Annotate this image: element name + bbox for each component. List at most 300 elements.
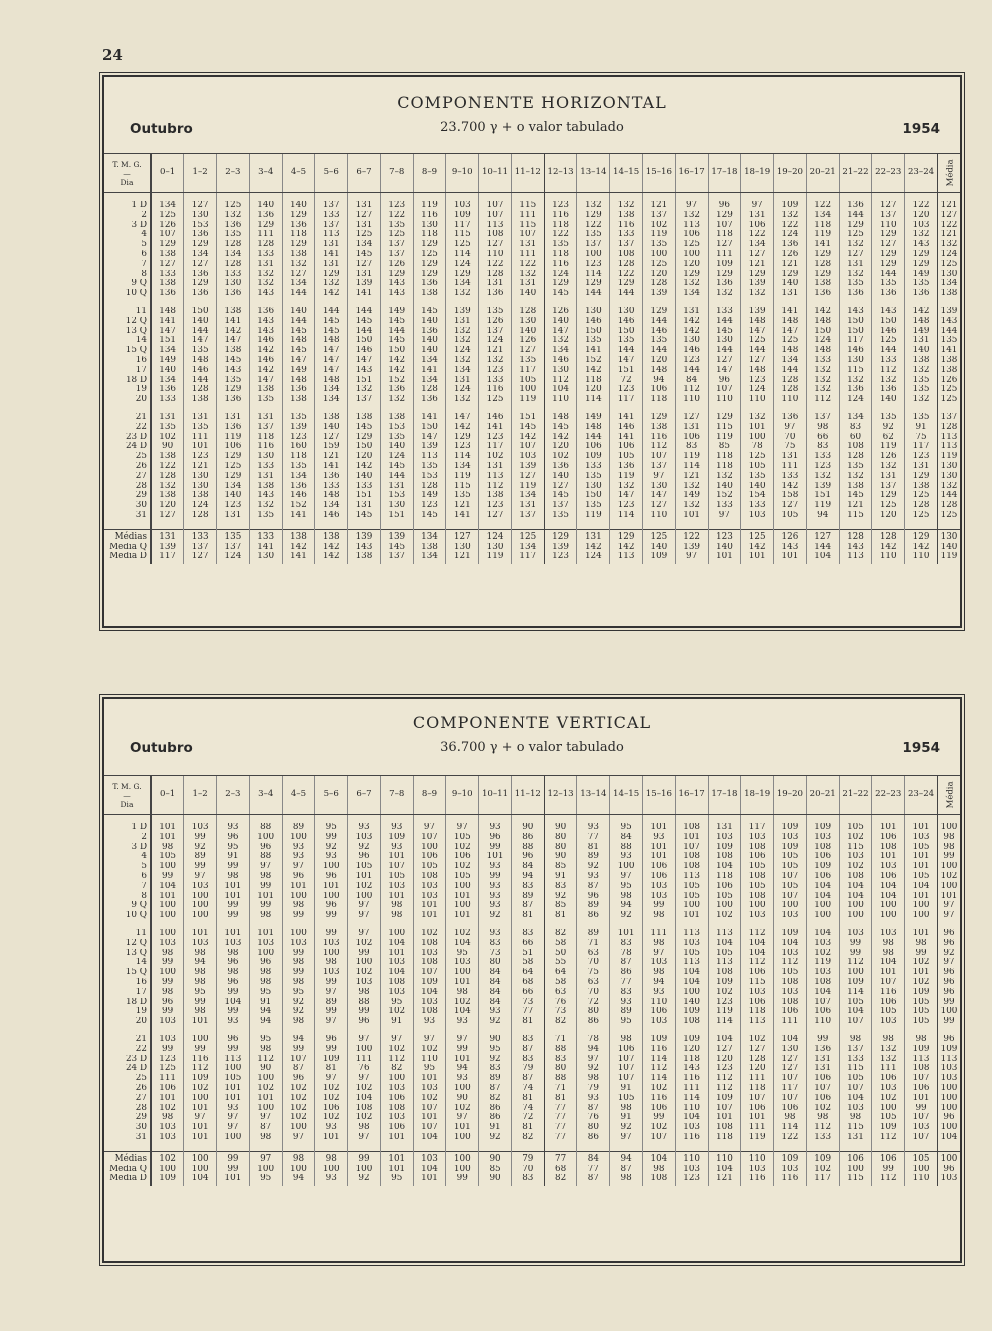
cell-value: 146 bbox=[479, 413, 512, 423]
cell-value: 131 bbox=[217, 511, 250, 521]
cell-value: 131 bbox=[315, 240, 348, 250]
cell-value: 147 bbox=[610, 491, 643, 501]
cell-value: 102 bbox=[872, 1094, 905, 1104]
cell-value: 136 bbox=[380, 385, 413, 395]
table-row bbox=[104, 1113, 960, 1123]
cell-value: 87 bbox=[511, 901, 544, 911]
cell-value: 93 bbox=[446, 1017, 479, 1027]
cell-value: 72 bbox=[577, 998, 610, 1008]
row-gap bbox=[104, 921, 960, 929]
cell-value: 104 bbox=[839, 1007, 872, 1017]
cell-value: 133 bbox=[315, 482, 348, 492]
cell-value: 146 bbox=[544, 356, 577, 366]
hour-column-header: 5–6 bbox=[315, 154, 348, 193]
cell-value: 147 bbox=[249, 376, 282, 386]
cell-value: 115 bbox=[446, 230, 479, 240]
cell-value: 109 bbox=[806, 823, 839, 833]
table-row bbox=[104, 892, 960, 902]
row-gap bbox=[104, 521, 960, 530]
cell-value: 119 bbox=[577, 511, 610, 521]
cell-value: 108 bbox=[413, 958, 446, 968]
cell-value: 127 bbox=[282, 270, 315, 280]
cell-value: 101 bbox=[184, 1133, 217, 1143]
cell-value: 118 bbox=[741, 1007, 774, 1017]
cell-value: 100 bbox=[839, 1165, 872, 1175]
cell-value: 101 bbox=[315, 882, 348, 892]
cell-value: 101 bbox=[741, 1113, 774, 1123]
cell-value: 134 bbox=[413, 552, 446, 564]
cell-value: 100 bbox=[315, 862, 348, 872]
cell-value: 103 bbox=[839, 852, 872, 862]
cell-value: 93 bbox=[479, 823, 512, 833]
cell-value: 138 bbox=[905, 482, 938, 492]
cell-value: 101 bbox=[741, 552, 774, 564]
cell-value: 84 bbox=[479, 978, 512, 988]
hour-column-header: 8–9 bbox=[413, 154, 446, 193]
cell-value: 101 bbox=[741, 423, 774, 433]
cell-value: 138 bbox=[348, 552, 381, 564]
cell-value: 149 bbox=[577, 413, 610, 423]
hour-column-header: 12–13 bbox=[544, 154, 577, 193]
cell-value: 106 bbox=[380, 1123, 413, 1133]
cell-value: 103 bbox=[380, 882, 413, 892]
cell-value: 104 bbox=[774, 1035, 807, 1045]
cell-value: 98 bbox=[774, 1113, 807, 1123]
cell-value: 99 bbox=[217, 862, 250, 872]
cell-value: 136 bbox=[610, 462, 643, 472]
cell-value: 97 bbox=[642, 949, 675, 959]
cell-value: 93 bbox=[479, 862, 512, 872]
cell-value: 102 bbox=[413, 1094, 446, 1104]
cell-value: 97 bbox=[741, 201, 774, 211]
cell-value: 92 bbox=[479, 1055, 512, 1065]
cell-value: 99 bbox=[348, 1007, 381, 1017]
cell-value: 100 bbox=[282, 1165, 315, 1175]
cell-value: 102 bbox=[249, 1084, 282, 1094]
cell-value: 146 bbox=[249, 356, 282, 366]
cell-value: 105 bbox=[217, 1074, 250, 1084]
cell-value: 110 bbox=[708, 1151, 741, 1164]
cell-value: 60 bbox=[839, 433, 872, 443]
cell-value: 127 bbox=[184, 552, 217, 564]
row-label: Médias bbox=[104, 529, 151, 542]
cell-value: 140 bbox=[282, 201, 315, 211]
cell-value: 136 bbox=[839, 289, 872, 299]
cell-value: 127 bbox=[774, 1055, 807, 1065]
cell-value: 140 bbox=[675, 998, 708, 1008]
cell-value: 112 bbox=[249, 1055, 282, 1065]
cell-value: 112 bbox=[642, 442, 675, 452]
cell-value: 133 bbox=[872, 356, 905, 366]
cell-value: 134 bbox=[511, 543, 544, 553]
cell-value: 101 bbox=[282, 882, 315, 892]
cell-value: 72 bbox=[610, 376, 643, 386]
cell-value: 132 bbox=[577, 201, 610, 211]
cell-value: 136 bbox=[806, 289, 839, 299]
cell-value: 98 bbox=[905, 939, 938, 949]
cell-value: 97 bbox=[675, 552, 708, 564]
cell-value: 97 bbox=[446, 1035, 479, 1045]
cell-value: 126 bbox=[872, 452, 905, 462]
cell-value: 104 bbox=[741, 939, 774, 949]
cell-value: 131 bbox=[348, 501, 381, 511]
cell-value: 106 bbox=[872, 1151, 905, 1164]
cell-value: 136 bbox=[282, 482, 315, 492]
cell-value: 98 bbox=[151, 988, 184, 998]
cell-value: 98 bbox=[282, 978, 315, 988]
cell-value: 124 bbox=[544, 270, 577, 280]
cell-value: 136 bbox=[217, 221, 250, 231]
cell-value: 97 bbox=[610, 872, 643, 882]
cell-value: 147 bbox=[446, 413, 479, 423]
row-label: 17 bbox=[104, 366, 151, 376]
cell-value: 96 bbox=[938, 1165, 961, 1175]
cell-value: 123 bbox=[708, 1064, 741, 1074]
row-label: 10 Q bbox=[104, 289, 151, 299]
cell-value: 100 bbox=[151, 911, 184, 921]
cell-value: 110 bbox=[806, 1017, 839, 1027]
cell-value: 136 bbox=[217, 423, 250, 433]
cell-value: 146 bbox=[675, 346, 708, 356]
cell-value: 140 bbox=[249, 201, 282, 211]
cell-value: 138 bbox=[217, 307, 250, 317]
cell-value: 101 bbox=[446, 911, 479, 921]
cell-value: 129 bbox=[217, 452, 250, 462]
cell-value: 108 bbox=[675, 862, 708, 872]
hour-column-header: 3–4 bbox=[249, 776, 282, 815]
cell-value: 131 bbox=[446, 317, 479, 327]
table-row bbox=[104, 1035, 960, 1045]
row-label: 25 bbox=[104, 1074, 151, 1084]
cell-value: 148 bbox=[151, 307, 184, 317]
cell-value: 143 bbox=[249, 327, 282, 337]
cell-value: 141 bbox=[282, 552, 315, 564]
cell-value: 138 bbox=[249, 482, 282, 492]
cell-value: 78 bbox=[741, 442, 774, 452]
cell-value: 132 bbox=[249, 501, 282, 511]
cell-value: 121 bbox=[642, 201, 675, 211]
cell-value: 100 bbox=[249, 1104, 282, 1114]
hour-column-header: 3–4 bbox=[249, 154, 282, 193]
hour-column-header: 9–10 bbox=[446, 776, 479, 815]
cell-value: 77 bbox=[610, 978, 643, 988]
cell-value: 141 bbox=[151, 317, 184, 327]
cell-value: 123 bbox=[610, 501, 643, 511]
cell-value: 104 bbox=[675, 978, 708, 988]
cell-value: 100 bbox=[315, 892, 348, 902]
cell-value: 106 bbox=[774, 1007, 807, 1017]
cell-value: 135 bbox=[872, 279, 905, 289]
table-row bbox=[104, 442, 960, 452]
cell-value: 113 bbox=[708, 929, 741, 939]
cell-value: 100 bbox=[446, 882, 479, 892]
cell-value: 132 bbox=[806, 366, 839, 376]
cell-value: 115 bbox=[511, 221, 544, 231]
cell-value: 136 bbox=[184, 289, 217, 299]
cell-value: 97 bbox=[184, 872, 217, 882]
cell-value: 101 bbox=[642, 852, 675, 862]
cell-value: 139 bbox=[741, 279, 774, 289]
cell-value: 105 bbox=[774, 511, 807, 521]
cell-value: 108 bbox=[413, 1007, 446, 1017]
cell-value: 93 bbox=[577, 1094, 610, 1104]
cell-value: 107 bbox=[774, 872, 807, 882]
cell-value: 127 bbox=[774, 1064, 807, 1074]
cell-value: 77 bbox=[544, 1123, 577, 1133]
table-row bbox=[104, 201, 960, 211]
cell-value: 136 bbox=[249, 211, 282, 221]
row-label: 5 bbox=[104, 862, 151, 872]
row-label: 3 D bbox=[104, 843, 151, 853]
cell-value: 144 bbox=[708, 317, 741, 327]
cell-value: 134 bbox=[446, 462, 479, 472]
cell-value: 101 bbox=[479, 852, 512, 862]
cell-value: 82 bbox=[479, 1094, 512, 1104]
cell-value: 122 bbox=[511, 260, 544, 270]
cell-value: 135 bbox=[610, 336, 643, 346]
cell-value: 149 bbox=[675, 491, 708, 501]
cell-value: 83 bbox=[544, 882, 577, 892]
cell-value: 144 bbox=[642, 317, 675, 327]
cell-value: 102 bbox=[380, 1007, 413, 1017]
cell-value: 135 bbox=[642, 336, 675, 346]
cell-value: 128 bbox=[413, 385, 446, 395]
cell-value: 136 bbox=[151, 385, 184, 395]
cell-value: 136 bbox=[774, 240, 807, 250]
table-row bbox=[104, 1165, 960, 1175]
cell-value: 103 bbox=[151, 1035, 184, 1045]
cell-value: 94 bbox=[282, 1035, 315, 1045]
cell-value: 128 bbox=[774, 376, 807, 386]
cell-value: 134 bbox=[315, 385, 348, 395]
cell-value: 127 bbox=[446, 529, 479, 542]
cell-value: 145 bbox=[544, 423, 577, 433]
cell-value: 94 bbox=[511, 872, 544, 882]
cell-value: 101 bbox=[708, 552, 741, 564]
cell-value: 135 bbox=[839, 279, 872, 289]
table-row bbox=[104, 1123, 960, 1133]
cell-value: 109 bbox=[774, 823, 807, 833]
cell-value: 100 bbox=[839, 968, 872, 978]
cell-value: 135 bbox=[577, 230, 610, 240]
cell-value: 105 bbox=[905, 1017, 938, 1027]
cell-value: 136 bbox=[839, 201, 872, 211]
cell-value: 138 bbox=[151, 491, 184, 501]
cell-value: 77 bbox=[577, 1165, 610, 1175]
cell-value: 131 bbox=[806, 1064, 839, 1074]
cell-value: 105 bbox=[610, 452, 643, 462]
cell-value: 121 bbox=[708, 1174, 741, 1186]
cell-value: 101 bbox=[413, 1074, 446, 1084]
cell-value: 133 bbox=[577, 462, 610, 472]
cell-value: 102 bbox=[282, 1094, 315, 1104]
cell-value: 125 bbox=[479, 395, 512, 405]
cell-value: 90 bbox=[479, 1174, 512, 1186]
cell-value: 124 bbox=[479, 336, 512, 346]
cell-value: 111 bbox=[151, 1074, 184, 1084]
cell-value: 70 bbox=[577, 988, 610, 998]
cell-value: 102 bbox=[708, 988, 741, 998]
cell-value: 97 bbox=[348, 901, 381, 911]
cell-value: 81 bbox=[577, 843, 610, 853]
cell-value: 101 bbox=[872, 968, 905, 978]
cell-value: 106 bbox=[675, 230, 708, 240]
cell-value: 78 bbox=[610, 949, 643, 959]
cell-value: 100 bbox=[151, 968, 184, 978]
cell-value: 111 bbox=[184, 433, 217, 443]
cell-value: 128 bbox=[217, 240, 250, 250]
cell-value: 140 bbox=[708, 482, 741, 492]
cell-value: 127 bbox=[479, 511, 512, 521]
cell-value: 103 bbox=[839, 1104, 872, 1114]
cell-value: 97 bbox=[446, 1113, 479, 1123]
cell-value: 107 bbox=[610, 1055, 643, 1065]
cell-value: 103 bbox=[184, 882, 217, 892]
cell-value: 127 bbox=[511, 472, 544, 482]
cell-value: 102 bbox=[151, 433, 184, 443]
cell-value: 129 bbox=[708, 270, 741, 280]
cell-value: 106 bbox=[642, 862, 675, 872]
row-label: 21 bbox=[104, 1035, 151, 1045]
cell-value: 107 bbox=[741, 1094, 774, 1104]
cell-value: 104 bbox=[184, 1174, 217, 1186]
table-row bbox=[104, 1045, 960, 1055]
hour-column-header: 5–6 bbox=[315, 776, 348, 815]
cell-value: 144 bbox=[708, 346, 741, 356]
cell-value: 96 bbox=[151, 998, 184, 1008]
cell-value: 86 bbox=[511, 833, 544, 843]
cell-value: 136 bbox=[249, 307, 282, 317]
cell-value: 83 bbox=[479, 1064, 512, 1074]
cell-value: 119 bbox=[741, 1133, 774, 1143]
cell-value: 116 bbox=[642, 1094, 675, 1104]
row-label: 9 Q bbox=[104, 279, 151, 289]
cell-value: 100 bbox=[282, 929, 315, 939]
cell-value: 103 bbox=[839, 929, 872, 939]
cell-value: 109 bbox=[380, 833, 413, 843]
cell-value: 132 bbox=[446, 289, 479, 299]
cell-value: 148 bbox=[741, 317, 774, 327]
cell-value: 125 bbox=[511, 529, 544, 542]
cell-value: 93 bbox=[217, 1104, 250, 1114]
cell-value: 89 bbox=[577, 901, 610, 911]
cell-value: 100 bbox=[249, 833, 282, 843]
cell-value: 84 bbox=[479, 968, 512, 978]
cell-value: 126 bbox=[380, 260, 413, 270]
cell-value: 106 bbox=[642, 1104, 675, 1114]
cell-value: 134 bbox=[315, 395, 348, 405]
cell-value: 142 bbox=[905, 543, 938, 553]
cell-value: 129 bbox=[642, 307, 675, 317]
cell-value: 108 bbox=[380, 1104, 413, 1114]
cell-value: 128 bbox=[479, 270, 512, 280]
cell-value: 100 bbox=[938, 1094, 961, 1104]
cell-value: 118 bbox=[708, 230, 741, 240]
cell-value: 145 bbox=[348, 511, 381, 521]
cell-value: 87 bbox=[511, 1074, 544, 1084]
row-label: 2 bbox=[104, 211, 151, 221]
cell-value: 136 bbox=[315, 472, 348, 482]
cell-value: 75 bbox=[905, 433, 938, 443]
cell-value: 140 bbox=[544, 317, 577, 327]
day-header-line: T. M. G. bbox=[112, 159, 142, 169]
cell-value: 129 bbox=[905, 472, 938, 482]
cell-value: 106 bbox=[741, 852, 774, 862]
cell-value: 104 bbox=[774, 939, 807, 949]
cell-value: 113 bbox=[708, 958, 741, 968]
cell-value: 127 bbox=[642, 501, 675, 511]
cell-value: 97 bbox=[249, 862, 282, 872]
cell-value: 142 bbox=[282, 543, 315, 553]
cell-value: 117 bbox=[806, 1174, 839, 1186]
table-row bbox=[104, 823, 960, 833]
cell-value: 135 bbox=[905, 279, 938, 289]
cell-value: 87 bbox=[577, 1104, 610, 1114]
cell-value: 140 bbox=[413, 336, 446, 346]
cell-value: 89 bbox=[577, 852, 610, 862]
cell-value: 111 bbox=[511, 211, 544, 221]
cell-value: 133 bbox=[479, 376, 512, 386]
cell-value: 115 bbox=[839, 511, 872, 521]
row-label: 8 bbox=[104, 892, 151, 902]
day-header-line: — bbox=[123, 168, 131, 178]
cell-value: 134 bbox=[675, 289, 708, 299]
cell-value: 116 bbox=[479, 385, 512, 395]
cell-value: 145 bbox=[282, 327, 315, 337]
cell-value: 109 bbox=[905, 1045, 938, 1055]
cell-value: 112 bbox=[675, 385, 708, 395]
cell-value: 100 bbox=[315, 949, 348, 959]
cell-value: 145 bbox=[348, 423, 381, 433]
cell-value: 91 bbox=[610, 1084, 643, 1094]
cell-value: 110 bbox=[872, 221, 905, 231]
hour-column-header: 11–12 bbox=[511, 154, 544, 193]
cell-value: 127 bbox=[315, 433, 348, 443]
cell-value: 103 bbox=[413, 949, 446, 959]
row-label: 24 D bbox=[104, 1064, 151, 1074]
cell-value: 139 bbox=[938, 307, 961, 317]
cell-value: 96 bbox=[938, 1113, 961, 1123]
cell-value: 116 bbox=[610, 221, 643, 231]
cell-value: 100 bbox=[774, 901, 807, 911]
cell-value: 137 bbox=[479, 327, 512, 337]
cell-value: 106 bbox=[741, 1104, 774, 1114]
cell-value: 112 bbox=[806, 395, 839, 405]
table-row bbox=[104, 929, 960, 939]
cell-value: 92 bbox=[577, 1064, 610, 1074]
cell-value: 144 bbox=[839, 211, 872, 221]
cell-value: 151 bbox=[151, 336, 184, 346]
cell-value: 123 bbox=[184, 452, 217, 462]
cell-value: 144 bbox=[282, 317, 315, 327]
cell-value: 103 bbox=[413, 882, 446, 892]
cell-value: 135 bbox=[577, 336, 610, 346]
cell-value: 129 bbox=[380, 270, 413, 280]
cell-value: 125 bbox=[642, 260, 675, 270]
cell-value: 110 bbox=[741, 395, 774, 405]
cell-value: 120 bbox=[642, 356, 675, 366]
cell-value: 100 bbox=[938, 1104, 961, 1114]
cell-value: 112 bbox=[708, 1074, 741, 1084]
cell-value: 101 bbox=[413, 1174, 446, 1186]
cell-value: 103 bbox=[642, 882, 675, 892]
cell-value: 101 bbox=[217, 882, 250, 892]
cell-value: 101 bbox=[413, 911, 446, 921]
cell-value: 100 bbox=[217, 1064, 250, 1074]
cell-value: 109 bbox=[708, 1094, 741, 1104]
cell-value: 98 bbox=[249, 1133, 282, 1143]
cell-value: 133 bbox=[708, 307, 741, 317]
